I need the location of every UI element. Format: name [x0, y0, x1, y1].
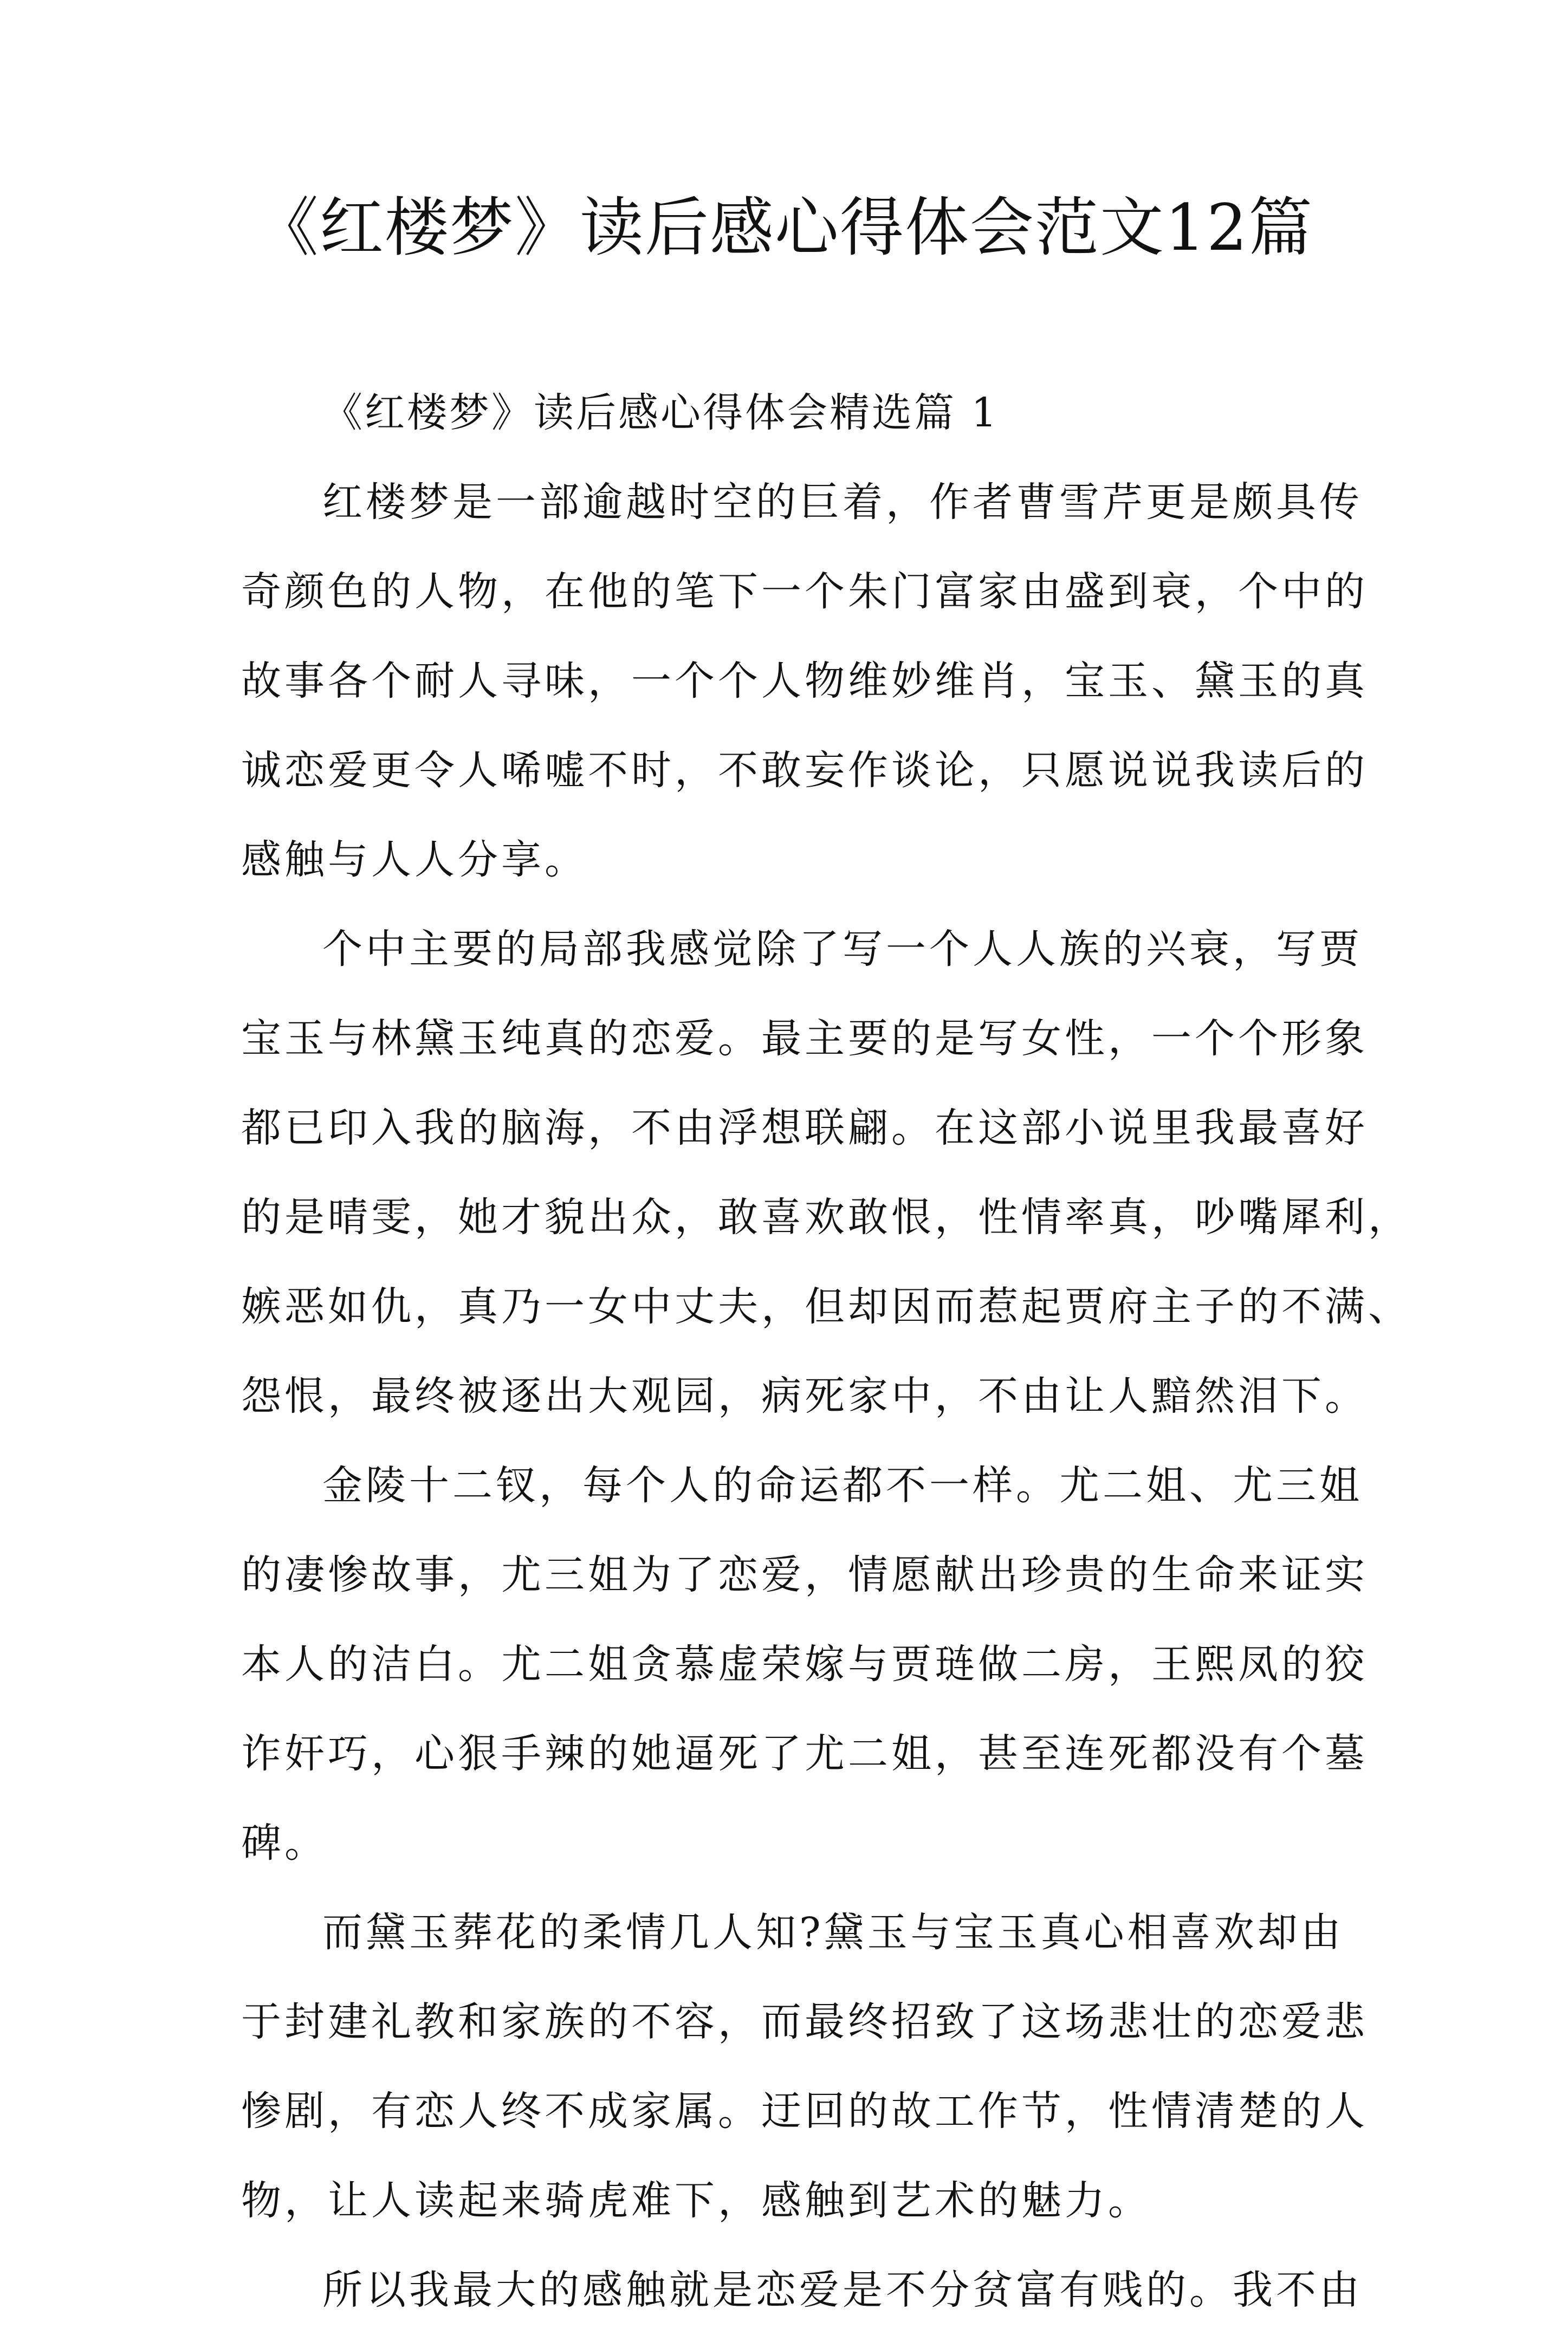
document-body	[241, 368, 1411, 2335]
paragraph-line: 的是晴雯，她才貌出众，敢喜欢敢恨，性情率真，吵嘴犀利，	[241, 1194, 1411, 1241]
paragraph-line: 金陵十二钗，每个人的命运都不一样。尤二姐、尤三姐	[322, 1462, 1363, 1509]
paragraph-line: 于封建礼教和家族的不容，而最终招致了这场悲壮的恋爱悲	[241, 1999, 1368, 2045]
paragraph-line: 本人的洁白。尤二姐贪慕虚荣嫁与贾琏做二房，王熙凤的狡	[241, 1641, 1368, 1688]
paragraph-line: 故事各个耐人寻味，一个个人物维妙维肖，宝玉、黛玉的真	[241, 658, 1368, 704]
paragraph-line: 的凄惨故事，尤三姐为了恋爱，情愿献出珍贵的生命来证实	[241, 1552, 1368, 1598]
paragraph-line: 诚恋爱更令人唏嘘不时，不敢妄作谈论，只愿说说我读后的	[241, 747, 1368, 794]
paragraph-line: 个中主要的局部我感觉除了写一个人人族的兴衰，写贾	[322, 926, 1363, 972]
paragraph-line: 嫉恶如仇，真乃一女中丈夫，但却因而惹起贾府主子的不满、	[241, 1283, 1411, 1330]
paragraph-line: 物，让人读起来骑虎难下，感触到艺术的魅力。	[241, 2177, 1151, 2224]
paragraph-line: 感触与人人分享。	[241, 836, 588, 883]
paragraph-line: 碑。	[241, 1820, 328, 1866]
paragraph-line: 怨恨，最终被逐出大观园，病死家中，不由让人黯然泪下。	[241, 1373, 1368, 1419]
paragraph-line: 诈奸巧，心狠手辣的她逼死了尤二姐，甚至连死都没有个墓	[241, 1730, 1368, 1777]
document-title: 《红楼梦》读后感心得体会范文12篇	[254, 190, 1314, 265]
paragraph-line: 惨剧，有恋人终不成家属。迂回的故工作节，性情清楚的人	[241, 2088, 1368, 2135]
paragraph-line: 所以我最大的感触就是恋爱是不分贫富有贱的。我不由	[322, 2267, 1363, 2313]
section-subheading: 《红楼梦》读后感心得体会精选篇 1	[322, 390, 999, 436]
paragraph-line: 而黛玉葬花的柔情几人知?黛玉与宝玉真心相喜欢却由	[322, 1909, 1344, 1956]
paragraph-line: 都已印入我的脑海，不由浮想联翩。在这部小说里我最喜好	[241, 1105, 1368, 1151]
paragraph-line: 红楼梦是一部逾越时空的巨着，作者曹雪芹更是颇具传	[322, 479, 1363, 526]
paragraph-line: 宝玉与林黛玉纯真的恋爱。最主要的是写女性，一个个形象	[241, 1015, 1368, 1062]
paragraph-line: 奇颜色的人物，在他的笔下一个朱门富家由盛到衰，个中的	[241, 568, 1368, 615]
